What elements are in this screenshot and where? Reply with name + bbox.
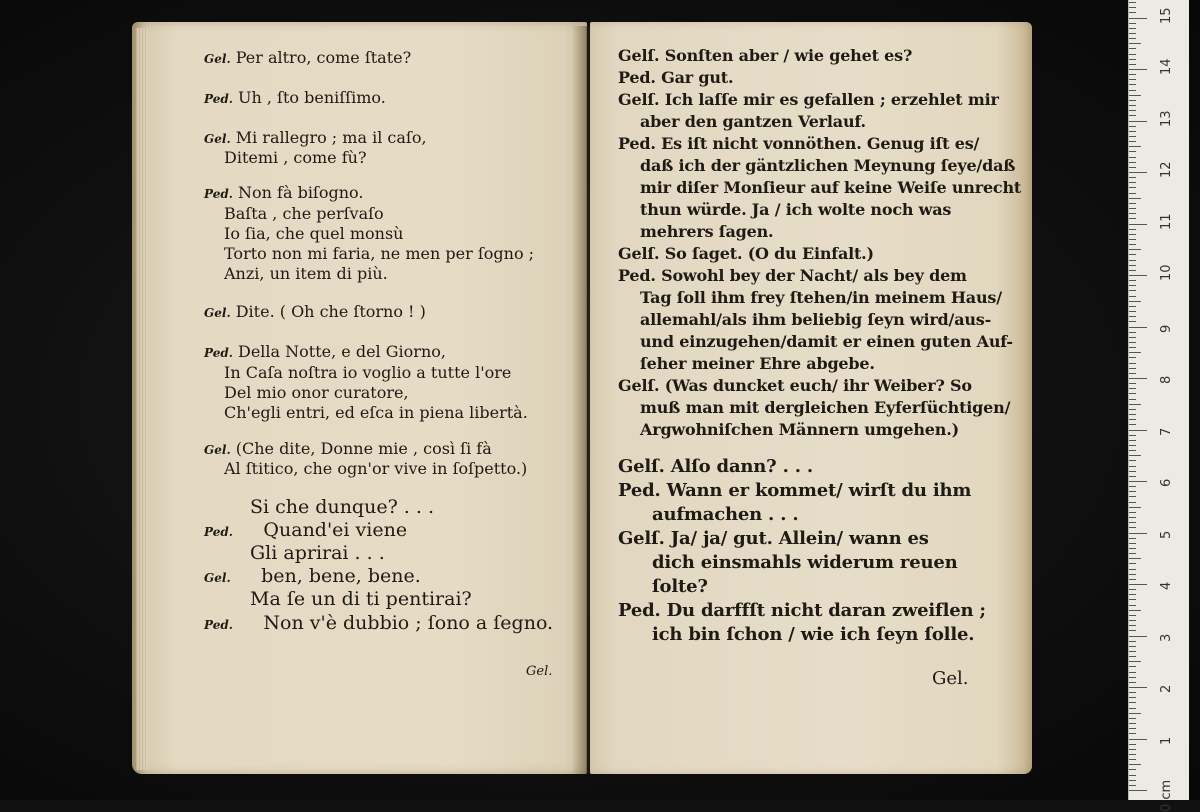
ruler-tick [1129,244,1136,245]
ruler-tick [1129,656,1136,657]
ruler-label: 5 [1159,530,1174,539]
ruler-tick [1129,728,1136,729]
ruler-tick [1129,321,1136,322]
ruler-tick [1129,151,1136,152]
ruler-tick [1129,785,1136,786]
ruler-tick [1129,527,1136,528]
left-line: Io ſia, che quel monsù [224,224,404,243]
ruler-tick [1129,95,1141,96]
right-line: ſolte? [652,576,708,597]
ruler-tick [1129,146,1141,147]
ruler-tick [1129,471,1136,472]
ruler-tick [1129,373,1136,374]
ruler-tick [1129,435,1136,436]
ruler-tick [1129,7,1136,8]
ruler-tick [1129,713,1141,714]
ruler-label: 13 [1159,109,1174,127]
ruler-tick [1129,90,1136,91]
ruler-tick [1129,507,1141,508]
ruler-tick [1129,213,1136,214]
ruler-label: 14 [1159,58,1174,75]
left-line: Ch'egli entri, ed eſca in piena libertà. [224,403,528,422]
ruler-tick [1129,198,1141,199]
ruler-tick [1129,682,1136,683]
ruler-tick [1129,466,1136,467]
ruler-label: 10 [1159,264,1174,281]
ruler-tick [1129,522,1136,523]
left-line: Gel. Dite. ( Oh che ſtorno ! ) [204,302,426,321]
ruler-tick [1129,275,1147,276]
ruler-tick [1129,121,1147,122]
right-line: mehrers ſagen. [640,222,774,241]
ruler-tick [1129,409,1136,410]
ruler-tick [1129,290,1136,291]
ruler-tick [1129,677,1136,678]
ruler-tick [1129,48,1136,49]
ruler-tick [1129,445,1136,446]
ruler-tick [1129,455,1141,456]
ruler-tick [1129,23,1136,24]
ruler-tick [1129,280,1136,281]
ruler-tick [1129,512,1136,513]
ruler-tick [1129,265,1136,266]
ruler-tick [1129,651,1136,652]
ruler-tick [1129,780,1136,781]
ruler-tick [1129,533,1147,534]
ruler-tick [1129,208,1136,209]
ruler-tick [1129,141,1136,142]
ruler-tick [1129,723,1136,724]
ruler-tick [1129,193,1136,194]
ruler-tick [1129,79,1136,80]
ruler-label: 3 [1159,633,1174,642]
right-catchword: Gel. [932,668,969,689]
ruler-tick [1129,460,1136,461]
ruler-tick [1129,399,1136,400]
ruler-tick [1129,239,1136,240]
ruler-label: 8 [1159,375,1174,384]
ruler-tick [1129,599,1136,600]
ruler-tick [1129,430,1147,431]
ruler-tick [1129,744,1136,745]
ruler-tick [1129,517,1136,518]
right-line: daß ich der gäntzlichen Meynung ſeye/daß [640,156,1016,175]
ruler-tick [1129,378,1147,379]
left-line: Torto non mi faria, ne men per ſogno ; [224,244,535,263]
ruler-tick [1129,69,1147,70]
ruler-tick [1129,769,1136,770]
ruler-tick [1129,687,1147,688]
ruler-label: 15 [1159,6,1174,24]
ruler-tick [1129,775,1136,776]
ruler-tick [1129,543,1136,544]
ruler-tick [1129,589,1136,590]
left-line: Ditemi , come fù? [224,148,367,167]
ruler-tick [1129,270,1136,271]
ruler-tick [1129,352,1141,353]
ruler-tick [1129,558,1141,559]
ruler-tick [1129,18,1147,19]
right-line: Gelſ. Alſo dann? . . . [618,456,813,477]
ruler-label: 1 [1159,736,1174,745]
ruler-tick [1129,764,1141,765]
ruler-tick [1129,440,1136,441]
right-line: Ped. Wann er kommet/ wirſt du ihm [618,480,972,501]
ruler-tick [1129,59,1136,60]
ruler-tick [1129,620,1136,621]
right-line: muß man mit dergleichen Eyferſüchtigen/ [640,398,1011,417]
left-line: Baſta , che perſvaſo [224,204,384,223]
ruler-tick [1129,414,1136,415]
ruler-tick [1129,38,1136,39]
right-line: ich bin ſchon / wie ich ſeyn ſolle. [652,624,975,645]
ruler-tick [1129,579,1136,580]
ruler-tick [1129,553,1136,554]
ruler-tick [1129,419,1136,420]
ruler-tick [1129,234,1136,235]
ruler-tick [1129,661,1141,662]
ruler-tick [1129,424,1136,425]
ruler-tick [1129,311,1136,312]
ruler-tick [1129,388,1136,389]
ruler-tick [1129,672,1136,673]
ruler-label: 6 [1159,478,1174,487]
left-line: Gli aprirai . . . [250,542,385,564]
left-line: Anzi, un item di più. [224,264,388,283]
right-line: und einzugehen/damit er einen guten Auf- [640,332,1013,351]
right-line: dich einsmahls widerum reuen [652,552,958,573]
right-line: ſeher meiner Ehre abgebe. [640,354,875,373]
left-catchword: Gel. [526,664,553,679]
right-line: aber den gantzen Verlauf. [640,112,866,131]
ruler-tick [1129,594,1136,595]
ruler-tick [1129,450,1136,451]
ruler-label: 2 [1159,684,1174,693]
ruler-tick [1129,224,1147,225]
ruler-label: 7 [1159,427,1174,436]
ruler-tick [1129,110,1136,111]
ruler-tick [1129,790,1147,791]
ruler-tick [1129,697,1136,698]
ruler-tick [1129,563,1136,564]
ruler-tick [1129,502,1136,503]
left-line: Ped. Non fà biſogno. [204,183,364,202]
ruler-tick [1129,203,1136,204]
left-line: Gel. (Che dite, Donne mie , così ſi fà [204,439,492,458]
ruler-tick [1129,167,1136,168]
ruler-tick [1129,630,1136,631]
ruler-tick [1129,254,1136,255]
ruler-tick [1129,636,1147,637]
ruler-label: 0 cm [1159,779,1174,812]
ruler-tick [1129,301,1141,302]
right-line: Ped. Gar gut. [618,68,734,87]
ruler-tick [1129,249,1141,250]
ruler-tick [1129,2,1136,3]
right-line: Ped. Du darffſt nicht daran zweiflen ; [618,600,986,621]
ruler-tick [1129,393,1136,394]
ruler-tick [1129,610,1141,611]
ruler-tick [1129,12,1136,13]
right-line: Ped. Sowohl bey der Nacht/ als bey dem [618,266,967,285]
ruler-tick [1129,347,1136,348]
ruler-tick [1129,28,1136,29]
ruler-tick [1129,218,1136,219]
right-line: Ped. Es iſt nicht vonnöthen. Genug iſt es/ [618,134,980,153]
left-line: Gel. Per altro, come ſtate? [204,48,412,67]
right-page [590,22,1032,774]
right-line: allemahl/als ihm beliebig ſeyn wird/aus- [640,310,992,329]
right-line: Gelſ. (Was duncket euch/ ihr Weiber? So [618,376,972,395]
ruler-tick [1129,749,1136,750]
ruler-tick [1129,357,1136,358]
left-line: Ped. Della Notte, e del Giorno, [204,342,446,361]
ruler-tick [1129,574,1136,575]
ruler-tick [1129,491,1136,492]
ruler-tick [1129,708,1136,709]
left-page [132,22,587,774]
ruler-tick [1129,100,1136,101]
open-book [132,22,1032,774]
ruler-tick [1129,126,1136,127]
ruler-tick [1129,162,1136,163]
ruler-label: 11 [1159,212,1174,230]
left-line: Ped. Uh , ſto beniſſimo. [204,88,386,107]
right-line: Tag ſoll ihm frey ſtehen/in meinem Haus/ [640,288,1002,307]
ruler-tick [1129,285,1136,286]
ruler-tick [1129,296,1136,297]
ruler-tick [1129,157,1136,158]
ruler-tick [1129,260,1136,261]
ruler-tick [1129,172,1147,173]
left-line: Si che dunque? . . . [250,496,434,518]
ruler-tick [1129,187,1136,188]
ruler-tick [1129,182,1136,183]
ruler-label: 12 [1159,161,1174,178]
left-line: Gel. ben, bene, bene. [204,565,421,587]
ruler-tick [1129,363,1136,364]
ruler-tick [1129,584,1147,585]
ruler-tick [1129,569,1136,570]
ruler-label: 9 [1159,324,1174,333]
ruler-tick [1129,646,1136,647]
ruler-tick [1129,718,1136,719]
right-line: Gelſ. Ich laſſe mir es gefallen ; erzehlet mir [618,90,999,109]
right-line: Gelſ. Ja/ ja/ gut. Allein/ wann es [618,528,929,549]
ruler-tick [1129,666,1136,667]
right-line: Gelſ. Sonſten aber / wie gehet es? [618,46,913,65]
ruler-tick [1129,702,1136,703]
ruler-tick [1129,739,1147,740]
measuring-ruler [1128,0,1189,812]
ruler-tick [1129,538,1136,539]
ruler-tick [1129,136,1136,137]
ruler-tick [1129,74,1136,75]
ruler-tick [1129,733,1136,734]
ruler-tick [1129,64,1136,65]
ruler-tick [1129,605,1136,606]
ruler-tick [1129,481,1147,482]
right-line: Argwohniſchen Männern umgehen.) [640,420,959,439]
left-line: Ma ſe un di ti pentirai? [250,588,472,610]
ruler-tick [1129,131,1136,132]
ruler-tick [1129,486,1136,487]
ruler-tick [1129,759,1136,760]
ruler-tick [1129,625,1136,626]
ruler-tick [1129,548,1136,549]
ruler-tick [1129,316,1136,317]
ruler-tick [1129,496,1136,497]
left-line: Del mio onor curatore, [224,383,409,402]
left-line: Gel. Mi rallegro ; ma il caſo, [204,128,427,147]
ruler-tick [1129,476,1136,477]
right-line: Gelſ. So ſaget. (O du Einfalt.) [618,244,874,263]
right-line: mir diſer Monſieur auf keine Weiſe unrecht [640,178,1022,197]
ruler-tick [1129,754,1136,755]
ruler-tick [1129,337,1136,338]
ruler-tick [1129,404,1141,405]
right-line: aufmachen . . . [652,504,799,525]
ruler-tick [1129,54,1136,55]
left-line: In Caſa noſtra io voglio a tutte l'ore [224,363,512,382]
ruler-label: 4 [1159,581,1174,590]
ruler-tick [1129,43,1141,44]
ruler-tick [1129,33,1136,34]
ruler-tick [1129,332,1136,333]
ruler-tick [1129,327,1147,328]
ruler-tick [1129,229,1136,230]
ruler-tick [1129,368,1136,369]
left-line: Ped. Quand'ei viene [204,519,408,541]
ruler-tick [1129,615,1136,616]
ruler-tick [1129,342,1136,343]
ruler-tick [1129,383,1136,384]
ruler-tick [1129,105,1136,106]
ruler-tick [1129,84,1136,85]
ruler-tick [1129,115,1136,116]
ruler-tick [1129,306,1136,307]
ruler-tick [1129,177,1136,178]
left-line: Ped. Non v'è dubbio ; ſono a ſegno. [204,612,554,634]
ruler-tick [1129,641,1136,642]
right-line: thun würde. Ja / ich wolte noch was [640,200,952,219]
ruler-tick [1129,692,1136,693]
left-line: Al ſtitico, che ogn'or vive in ſoſpetto.) [224,459,528,478]
